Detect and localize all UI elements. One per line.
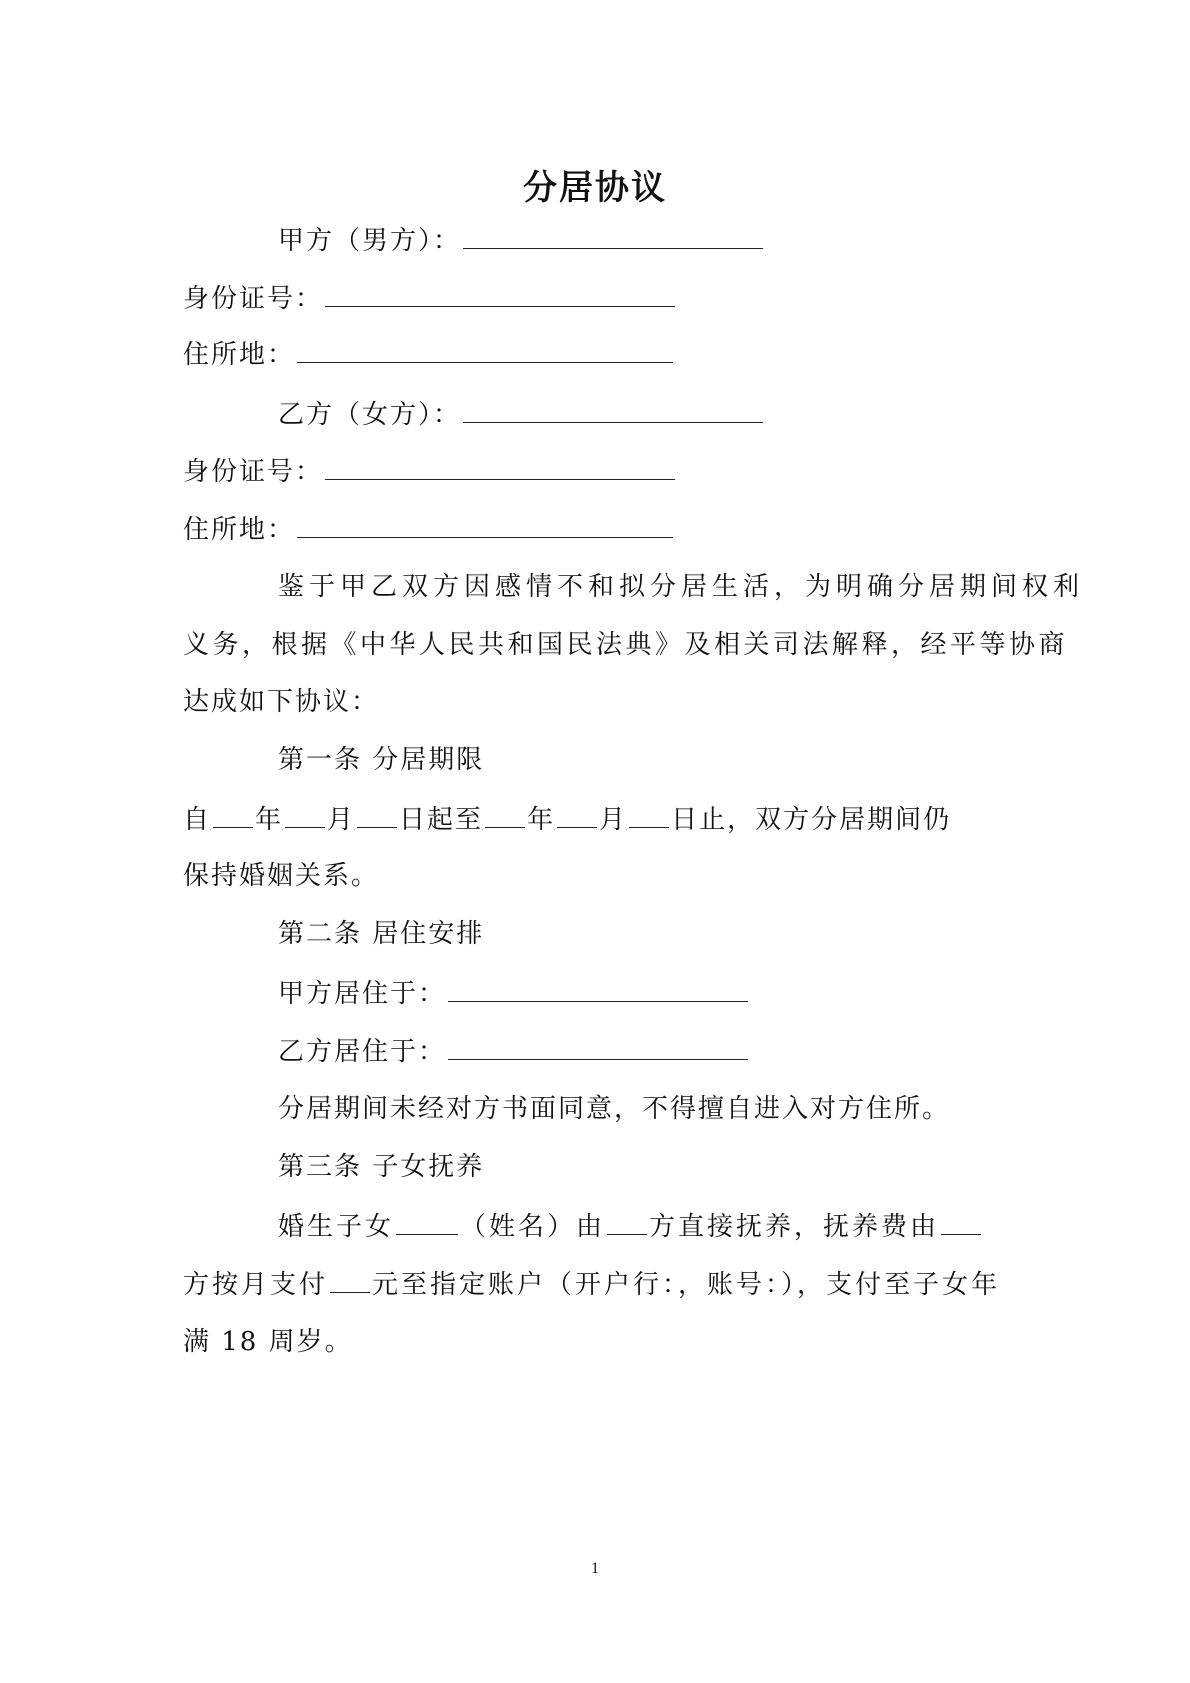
article-3-line-1 bbox=[278, 1208, 983, 1245]
start-year-blank bbox=[213, 801, 253, 828]
party-b-residence-blank bbox=[448, 1033, 748, 1060]
party-b-id-blank bbox=[325, 453, 675, 480]
party-b-label: 乙方（女方）： bbox=[278, 400, 462, 430]
end-year-blank bbox=[485, 801, 525, 828]
start-day-blank bbox=[357, 801, 397, 828]
article-1-heading: 第一条 分居期限 bbox=[278, 745, 485, 775]
party-a-address-label: 住所地： bbox=[183, 340, 296, 370]
article-3-part-1: 婚生子女 bbox=[278, 1212, 395, 1242]
article-1-month: 月 bbox=[327, 805, 356, 835]
document-title: 分居协议 bbox=[523, 168, 667, 208]
article-2-heading: 第二条 居住安排 bbox=[278, 919, 485, 949]
party-b-address-label: 住所地： bbox=[183, 515, 296, 545]
party-a-id-blank bbox=[325, 280, 675, 307]
article-3-line-2-b: 元至指定账户（开户行：，账号：），支付至子女年 bbox=[372, 1270, 1001, 1300]
preamble-line-3: 达成如下协议： bbox=[183, 687, 380, 717]
party-a-blank bbox=[463, 222, 763, 249]
party-b-address-blank bbox=[297, 511, 673, 538]
article-3-line-2-a: 方按月支付 bbox=[183, 1270, 329, 1300]
article-1-from: 自 bbox=[183, 805, 212, 835]
article-1-year-2: 年 bbox=[527, 805, 556, 835]
start-month-blank bbox=[285, 801, 325, 828]
party-b-blank bbox=[463, 396, 763, 423]
party-b-id-line bbox=[183, 453, 677, 490]
article-1-day-to: 日起至 bbox=[399, 805, 484, 835]
party-a-residence-blank bbox=[448, 975, 748, 1002]
party-a-label: 甲方（男方）： bbox=[278, 226, 462, 256]
article-3-heading: 第三条 子女抚养 bbox=[278, 1152, 485, 1182]
party-a-address-blank bbox=[297, 336, 673, 363]
child-name-blank bbox=[396, 1208, 458, 1235]
article-2-note: 分居期间未经对方书面同意，不得擅自进入对方住所。 bbox=[278, 1094, 951, 1124]
article-2-b-line bbox=[278, 1033, 750, 1070]
party-b-id-label: 身份证号： bbox=[183, 457, 324, 487]
article-2-b-label: 乙方居住于： bbox=[278, 1037, 447, 1067]
article-1-end: 日止，双方分居期间仍 bbox=[671, 805, 952, 835]
end-month-blank bbox=[557, 801, 597, 828]
preamble-line-1: 鉴于甲乙双方因感情不和拟分居生活，为明确分居期间权利 bbox=[278, 572, 1085, 602]
article-3-part-2: （姓名）由 bbox=[460, 1212, 606, 1242]
party-a-address-line bbox=[183, 336, 675, 373]
preamble-line-2: 义务，根据《中华人民共和国民法典》及相关司法解释，经平等协商 bbox=[183, 630, 1069, 660]
article-3-line-2 bbox=[183, 1266, 1000, 1303]
article-1-month-2: 月 bbox=[599, 805, 628, 835]
end-day-blank bbox=[629, 801, 669, 828]
party-a-line bbox=[278, 222, 765, 259]
page-number: 1 bbox=[591, 1560, 599, 1577]
article-1-year: 年 bbox=[255, 805, 284, 835]
article-2-a-label: 甲方居住于： bbox=[278, 979, 447, 1009]
payer-party-blank bbox=[941, 1208, 981, 1235]
article-1-line-1 bbox=[183, 801, 951, 838]
custody-party-blank bbox=[607, 1208, 647, 1235]
amount-blank bbox=[330, 1266, 370, 1293]
article-2-a-line bbox=[278, 975, 750, 1012]
party-b-address-line bbox=[183, 511, 675, 548]
party-a-id-label: 身份证号： bbox=[183, 284, 324, 314]
party-b-line bbox=[278, 396, 765, 433]
party-a-id-line bbox=[183, 280, 677, 317]
article-1-line-2: 保持婚姻关系。 bbox=[183, 861, 380, 891]
article-3-line-3: 满 18 周岁。 bbox=[183, 1327, 353, 1357]
article-3-part-3: 方直接抚养，抚养费由 bbox=[649, 1212, 940, 1242]
